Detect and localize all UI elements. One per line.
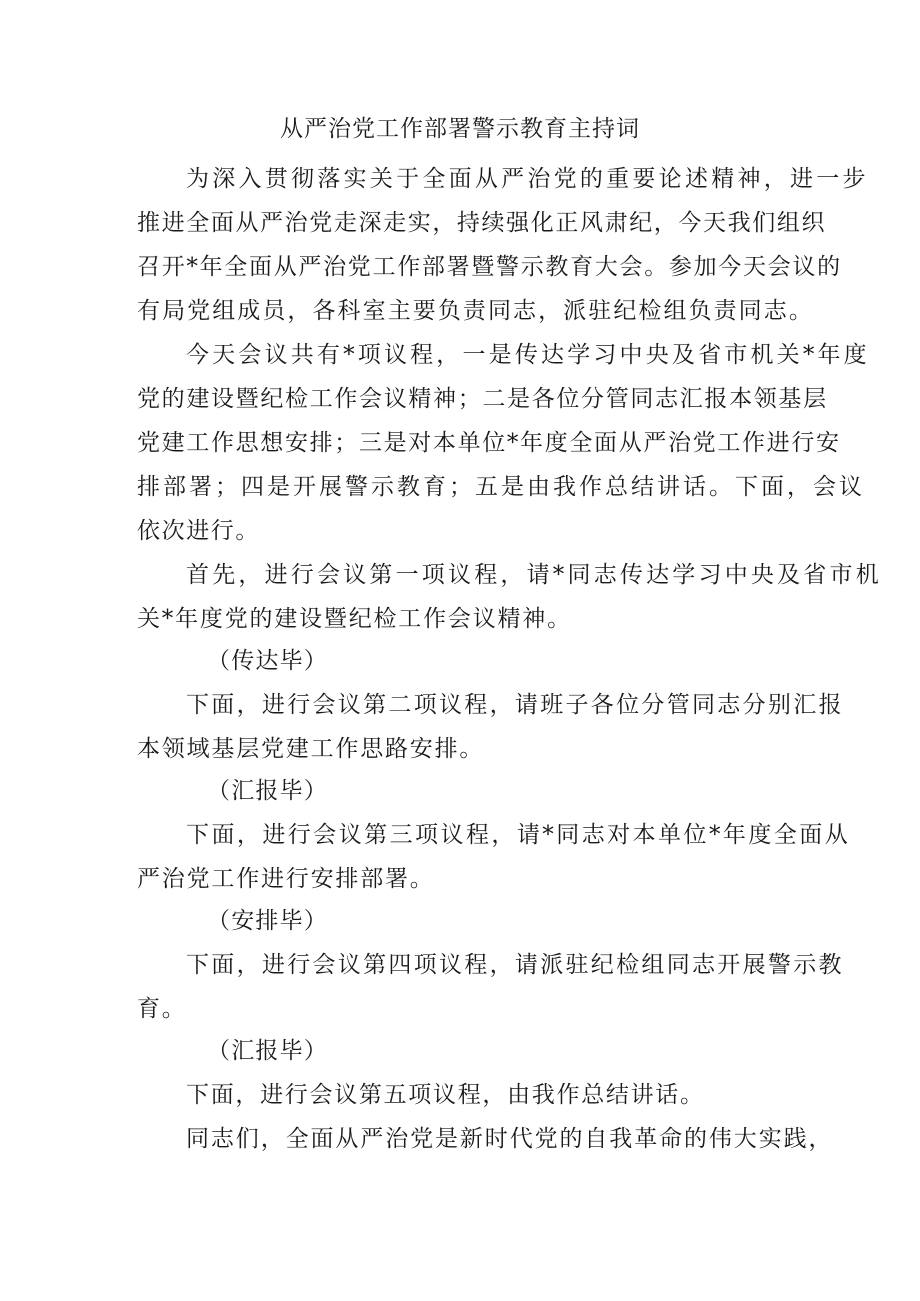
body-line: 下面，进行会议第二项议程，请班子各位分管同志分别汇报: [186, 692, 844, 718]
body-line: 排部署；四是开展警示教育；五是由我作总结讲话。下面，会议: [137, 474, 865, 500]
body-line: 首先，进行会议第一项议程，请*同志传达学习中央及省市机: [186, 562, 882, 588]
body-line: 严治党工作进行安排部署。: [137, 866, 435, 892]
stage-note: （汇报毕）: [207, 778, 328, 804]
body-line: 今天会议共有*项议程，一是传达学习中央及省市机关*年度: [186, 342, 870, 368]
body-line: 党建工作思想安排；三是对本单位*年度全面从严治党工作进行安: [137, 430, 841, 456]
body-line: 关*年度党的建设暨纪检工作会议精神。: [137, 606, 572, 632]
body-line: 育。: [137, 996, 187, 1022]
stage-note: （汇报毕）: [207, 1038, 328, 1064]
body-line: 推进全面从严治党走深走实，持续强化正风肃纪，今天我们组织: [137, 210, 827, 236]
body-line: 依次进行。: [137, 518, 260, 544]
body-line: 下面，进行会议第三项议程，请*同志对本单位*年度全面从: [186, 822, 851, 848]
body-line: 下面，进行会议第五项议程，由我作总结讲话。: [186, 1082, 705, 1108]
body-line: 召开*年全面从严治党工作部署暨警示教育大会。参加今天会议的: [137, 254, 842, 280]
body-line: 党的建设暨纪检工作会议精神；二是各位分管同志汇报本领基层: [137, 386, 828, 412]
body-line: 本领域基层党建工作思路安排。: [137, 736, 485, 762]
body-line: 有局党组成员，各科室主要负责同志，派驻纪检组负责同志。: [137, 298, 814, 324]
body-line: 为深入贯彻落实关于全面从严治党的重要论述精神，进一步: [186, 166, 869, 192]
document-title: 从严治党工作部署警示教育主持词: [280, 116, 640, 142]
body-line: 下面，进行会议第四项议程，请派驻纪检组同志开展警示教: [186, 952, 844, 978]
stage-note: （安排毕）: [207, 908, 328, 934]
body-line: 同志们，全面从严治党是新时代党的自我革命的伟大实践，: [186, 1126, 834, 1152]
stage-note: （传达毕）: [207, 648, 328, 674]
